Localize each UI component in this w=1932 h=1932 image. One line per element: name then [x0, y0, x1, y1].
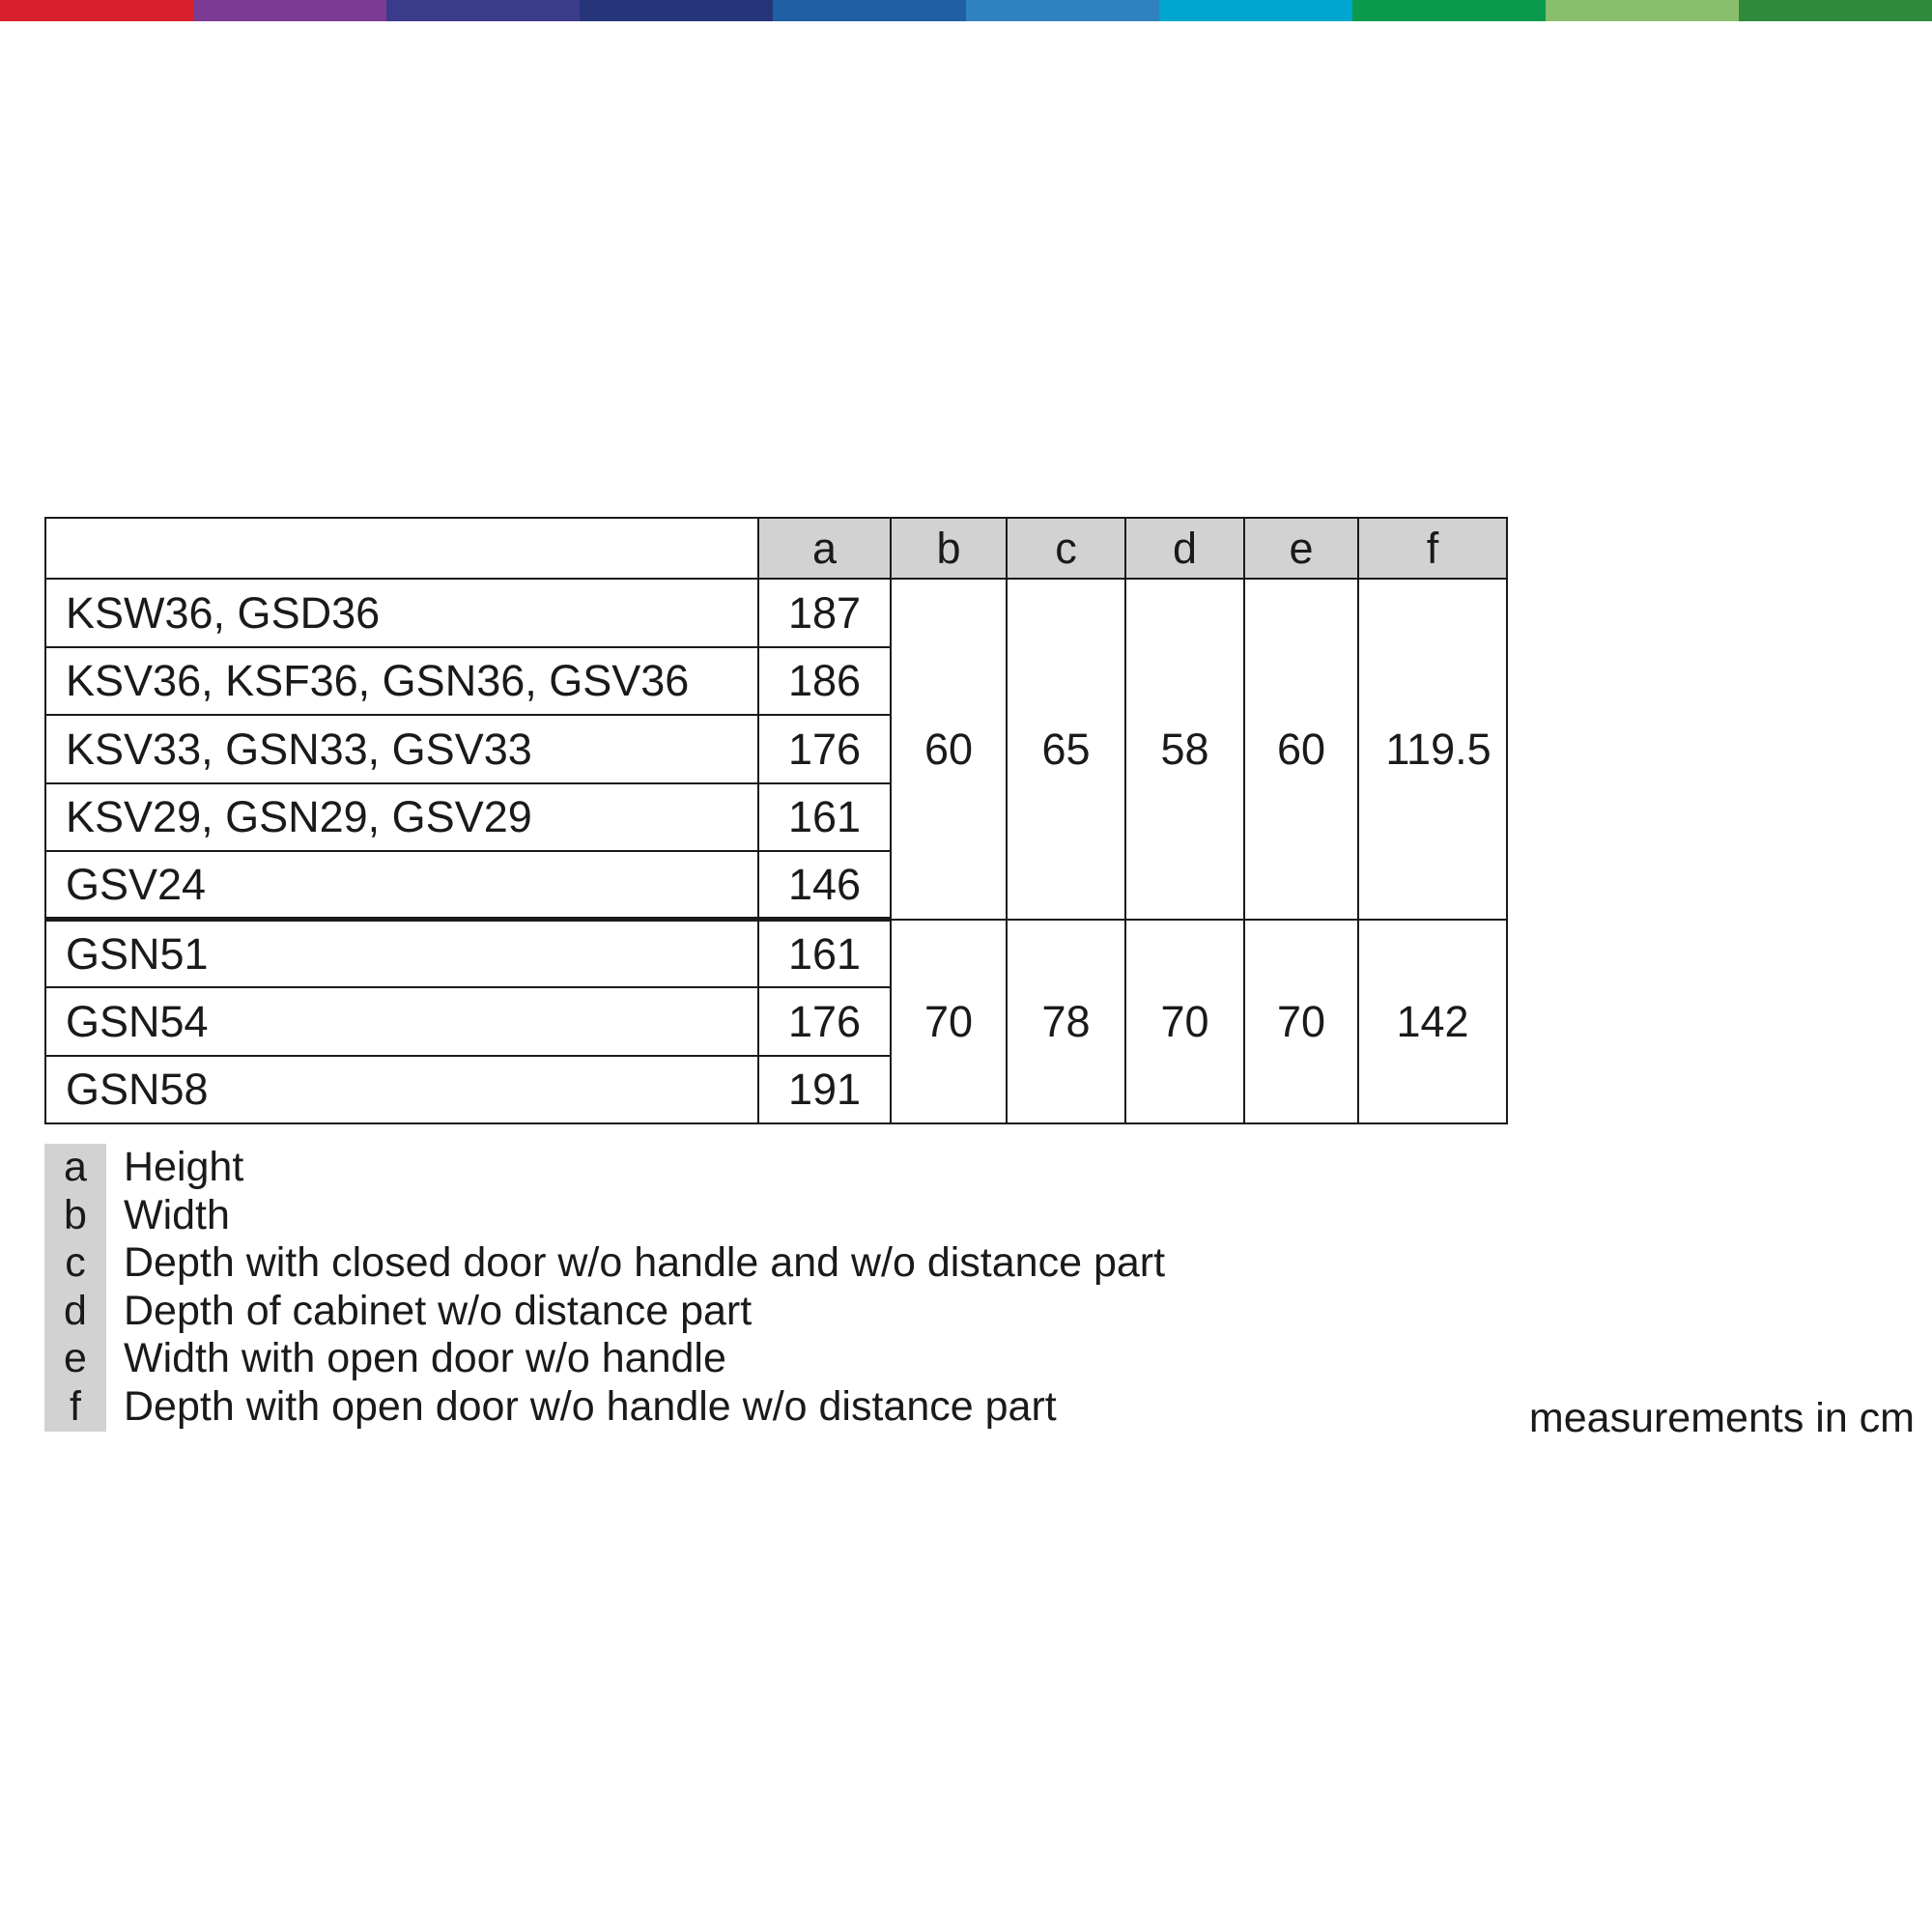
height-cell: 176 [758, 987, 891, 1056]
header-cell-c: c [1007, 518, 1125, 579]
height-cell: 161 [758, 920, 891, 988]
model-cell: KSV29, GSN29, GSV29 [45, 783, 758, 852]
height-cell: 187 [758, 579, 891, 647]
color-strip-segment [1739, 0, 1932, 21]
model-cell: GSN54 [45, 987, 758, 1056]
color-strip-segment [773, 0, 966, 21]
legend-item [44, 1239, 1165, 1288]
header-cell-e: e [1244, 518, 1358, 579]
group1-depth-cabinet-cell: 58 [1125, 579, 1244, 920]
color-strip-segment [193, 0, 386, 21]
legend-item [44, 1144, 1165, 1192]
group1-width-open-cell: 60 [1244, 579, 1358, 920]
group2-depth-cabinet-cell: 70 [1125, 920, 1244, 1124]
legend-item [44, 1288, 1165, 1336]
height-cell: 146 [758, 851, 891, 920]
units-note: measurements in cm [1528, 1395, 1915, 1441]
height-cell: 161 [758, 783, 891, 852]
group2-depth-closed-cell: 78 [1007, 920, 1125, 1124]
color-strip-segment [1546, 0, 1739, 21]
model-cell: KSV36, KSF36, GSN36, GSV36 [45, 647, 758, 716]
model-cell: GSV24 [45, 851, 758, 920]
model-cell: KSV33, GSN33, GSV33 [45, 715, 758, 783]
color-strip-segment [1352, 0, 1546, 21]
group2-width-cell: 70 [891, 920, 1007, 1124]
header-cell-f: f [1358, 518, 1507, 579]
height-cell: 186 [758, 647, 891, 716]
legend-key: a [44, 1144, 106, 1192]
legend-key: f [44, 1383, 106, 1432]
color-strip-segment [966, 0, 1159, 21]
color-strip-segment [386, 0, 580, 21]
legend-key: c [44, 1239, 106, 1288]
header-cell-d: d [1125, 518, 1244, 579]
legend-text: Depth of cabinet w/o distance part [124, 1287, 753, 1334]
group1-depth-open-cell: 119.5 [1358, 579, 1507, 920]
header-cell-a: a [758, 518, 891, 579]
legend-text: Height [124, 1144, 244, 1190]
header-cell-b: b [891, 518, 1007, 579]
group1-depth-closed-cell: 65 [1007, 579, 1125, 920]
legend-key: e [44, 1335, 106, 1383]
legend-key: d [44, 1288, 106, 1336]
dimension-legend [44, 1144, 1165, 1432]
legend-item [44, 1192, 1165, 1240]
model-cell: KSW36, GSD36 [45, 579, 758, 647]
color-strip-segment [0, 0, 193, 21]
color-strip-segment [1159, 0, 1352, 21]
legend-text: Width [124, 1191, 230, 1238]
legend-key: b [44, 1192, 106, 1240]
brand-color-strip [0, 0, 1932, 21]
group2-width-open-cell: 70 [1244, 920, 1358, 1124]
group1-width-cell: 60 [891, 579, 1007, 920]
height-cell: 176 [758, 715, 891, 783]
table-header-row [45, 518, 1507, 579]
height-cell: 191 [758, 1056, 891, 1124]
color-strip-segment [580, 0, 773, 21]
legend-text: Width with open door w/o handle [124, 1335, 726, 1382]
header-corner-cell [45, 518, 758, 579]
model-cell: GSN51 [45, 920, 758, 988]
table-row [45, 579, 1507, 647]
table-row [45, 920, 1507, 988]
legend-item [44, 1383, 1165, 1432]
group2-depth-open-cell: 142 [1358, 920, 1507, 1124]
dimensions-table [44, 517, 1508, 1124]
model-cell: GSN58 [45, 1056, 758, 1124]
legend-item [44, 1335, 1165, 1383]
legend-text: Depth with open door w/o handle w/o distance part [124, 1382, 1057, 1430]
legend-text: Depth with closed door w/o handle and w/o distance part [124, 1239, 1166, 1287]
